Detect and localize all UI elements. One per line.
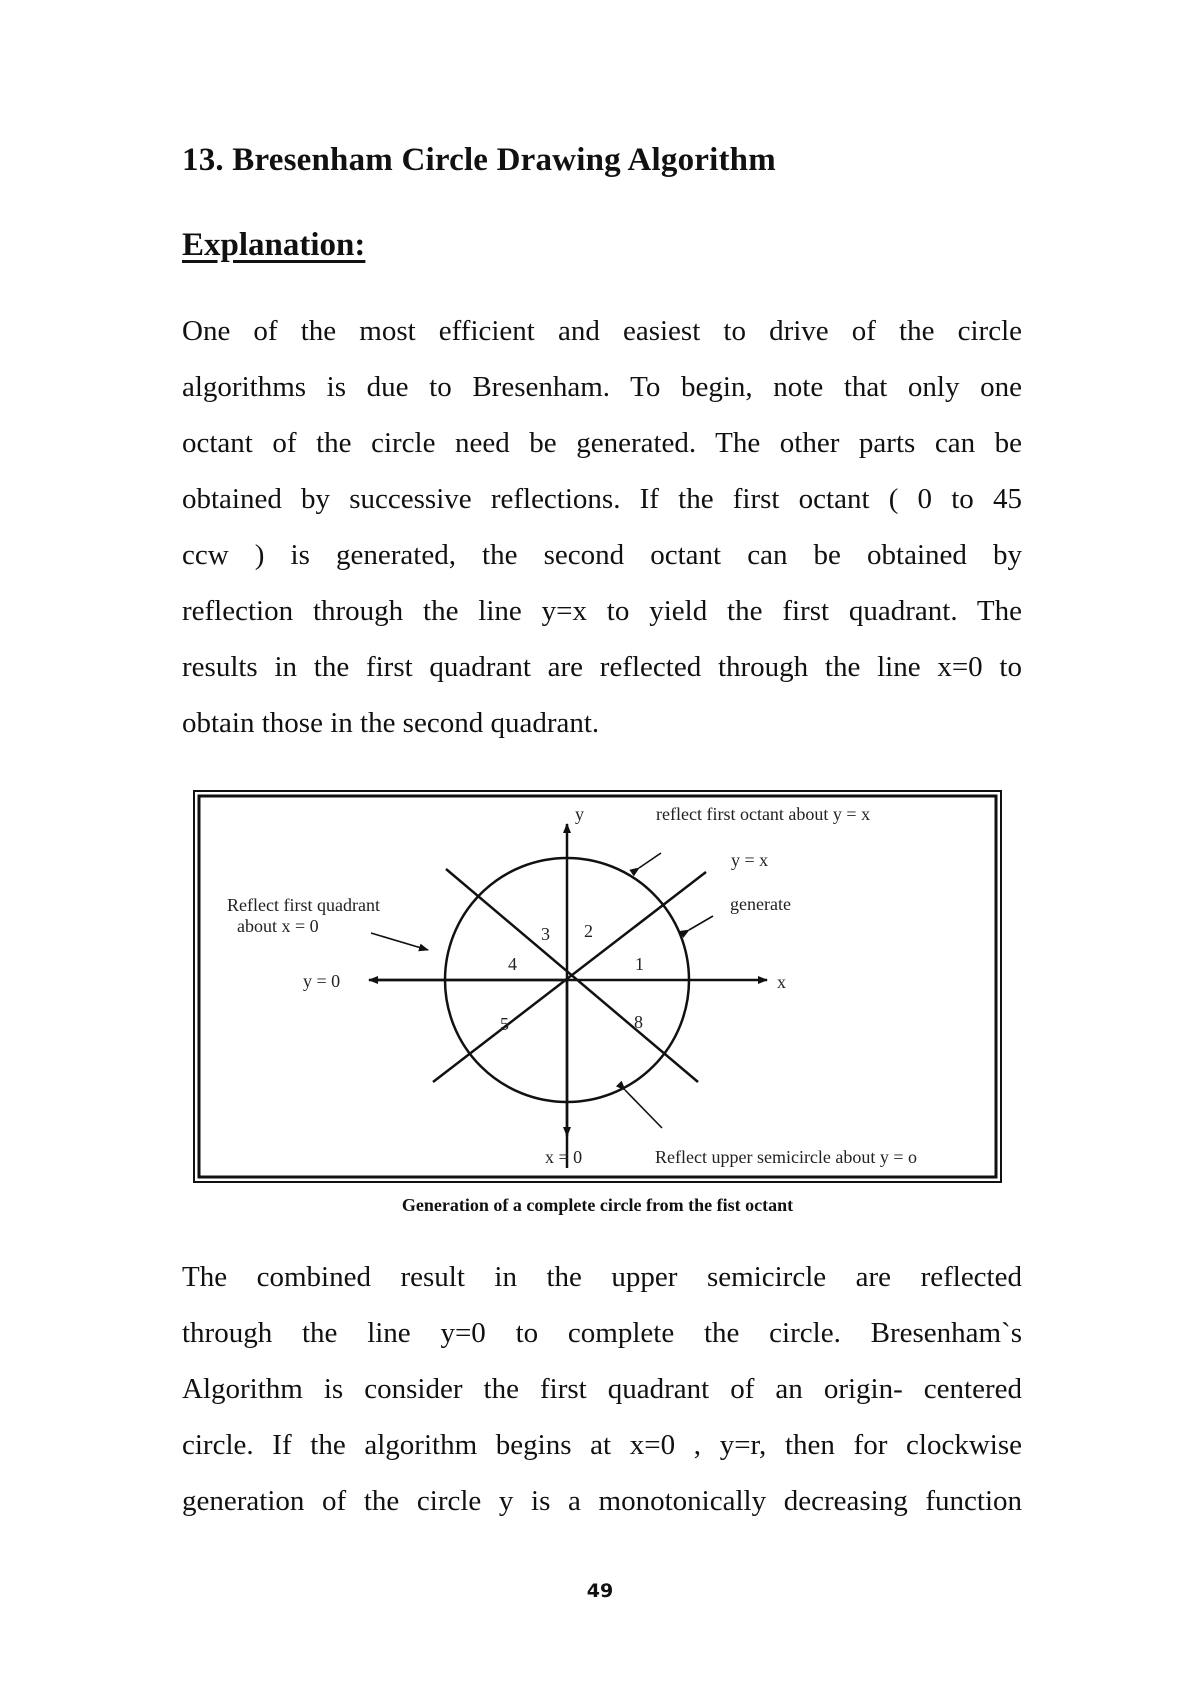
text-line: algorithms is due to Bresenham. To begin, note that only one <box>182 371 1022 403</box>
label-x-axis: x <box>777 972 786 992</box>
paragraph-intro <box>182 303 1022 751</box>
octant-label-2: 2 <box>584 921 593 941</box>
text-line: reflection through the line y=x to yield the first quadrant. The <box>182 595 1022 627</box>
arrow-reflect-semicircle <box>625 1090 662 1128</box>
text-line: Algorithm is consider the first quadrant of an origin- centered <box>182 1373 1022 1405</box>
label-y-zero: y = 0 <box>303 971 341 991</box>
octant-label-1: 1 <box>635 954 644 974</box>
octant-label-5: 5 <box>500 1014 509 1034</box>
text-line: generation of the circle y is a monotonically decreasing function <box>182 1485 1022 1517</box>
page-number: 49 <box>586 1580 614 1602</box>
circle-diagram-svg <box>193 790 1002 1183</box>
text-line: through the line y=0 to complete the circle. Bresenham`s <box>182 1317 1022 1349</box>
section-heading: 13. Bresenham Circle Drawing Algorithm <box>182 142 776 178</box>
octant-label-4: 4 <box>508 954 517 974</box>
text-line: octant of the circle need be generated. The other parts can be <box>182 427 1022 459</box>
label-reflect-octant: reflect first octant about y = x <box>656 804 871 824</box>
text-line: obtained by successive reflections. If the first octant ( 0 to 45 <box>182 483 1022 515</box>
figure-caption: Generation of a complete circle from the fist octant <box>401 1195 794 1215</box>
label-reflect-quadrant-2: about x = 0 <box>237 916 319 936</box>
octant-label-8: 8 <box>634 1012 643 1032</box>
label-generate: generate <box>730 894 791 914</box>
text-line: circle. If the algorithm begins at x=0 , y=r, then for clockwise <box>182 1429 1022 1461</box>
text-line: results in the first quadrant are reflected through the line x=0 to <box>182 651 1022 683</box>
text-line: The combined result in the upper semicircle are reflected <box>182 1261 1022 1293</box>
paragraph-continuation <box>182 1249 1022 1529</box>
label-y-axis: y <box>575 804 584 824</box>
label-reflect-semicircle: Reflect upper semicircle about y = o <box>655 1147 918 1167</box>
label-reflect-quadrant-1: Reflect first quadrant <box>227 895 380 915</box>
label-y-eq-x: y = x <box>731 850 769 870</box>
text-line: obtain those in the second quadrant. <box>182 707 600 739</box>
arrow-generate <box>689 916 713 930</box>
circle-diagram <box>193 790 1002 1183</box>
arrow-reflect-octant <box>639 853 661 868</box>
explanation-heading: Explanation: <box>182 227 366 263</box>
label-x-zero: x = 0 <box>545 1147 583 1167</box>
text-line: One of the most efficient and easiest to drive of the circle <box>182 315 1022 347</box>
arrow-reflect-quadrant <box>371 933 428 950</box>
octant-label-3: 3 <box>541 924 550 944</box>
text-line: ccw ) is generated, the second octant can be obtained by <box>182 539 1022 571</box>
